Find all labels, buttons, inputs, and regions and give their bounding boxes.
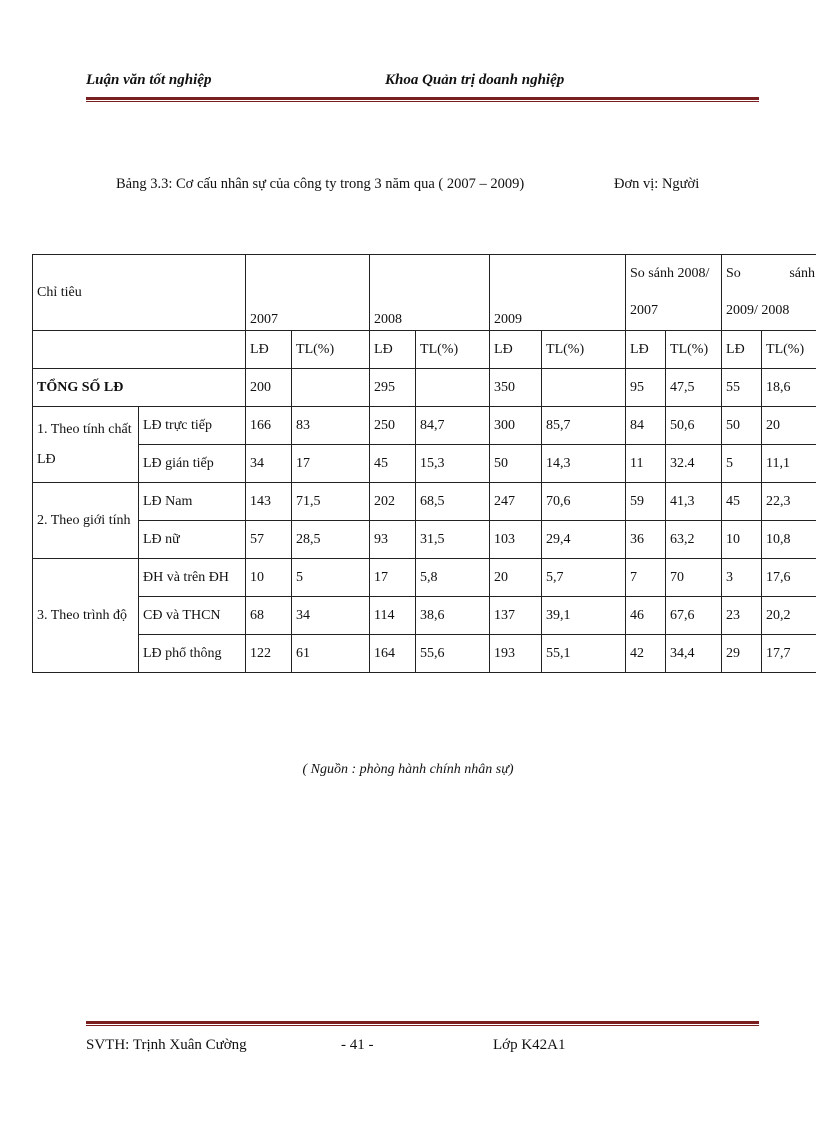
table-row <box>33 597 816 635</box>
compare-label: 2007 <box>630 303 659 319</box>
group-label-line: 1. Theo tính chất <box>37 421 132 437</box>
table-cell: 46 <box>626 597 666 635</box>
table-cell: 17,6 <box>762 559 816 597</box>
row-label: LĐ Nam <box>139 483 246 521</box>
row-label: LĐ nữ <box>139 521 246 559</box>
year-label: 2009 <box>494 312 523 327</box>
header-year-2009 <box>490 255 626 331</box>
table-cell: 10 <box>246 559 292 597</box>
compare-label: sánh <box>789 265 816 281</box>
table-row <box>33 445 816 483</box>
table-cell: 83 <box>292 407 370 445</box>
subheader-tl: TL(%) <box>292 331 370 369</box>
table-cell: 36 <box>626 521 666 559</box>
row-label: LĐ phổ thông <box>139 635 246 673</box>
table-cell: 164 <box>370 635 416 673</box>
table-cell: 166 <box>246 407 292 445</box>
table-row <box>33 635 816 673</box>
table-cell: 122 <box>246 635 292 673</box>
subheader-tl: TL(%) <box>762 331 816 369</box>
footer-student: SVTH: Trịnh Xuân Cường <box>86 1037 247 1053</box>
table-row <box>33 559 816 597</box>
table-cell: 59 <box>626 483 666 521</box>
table-cell: 55 <box>722 369 762 407</box>
total-label: TỔNG SỐ LĐ <box>33 369 246 407</box>
table-cell: 300 <box>490 407 542 445</box>
table-cell: 7 <box>626 559 666 597</box>
subheader-tl: TL(%) <box>416 331 490 369</box>
table-cell: 41,3 <box>666 483 722 521</box>
footer-page-number: - 41 - <box>341 1037 374 1053</box>
header-chitieu-label: Chỉ tiêu <box>37 284 82 300</box>
table-row <box>33 521 816 559</box>
table-cell: 15,3 <box>416 445 490 483</box>
row-label: ĐH và trên ĐH <box>139 559 246 597</box>
table-cell: 202 <box>370 483 416 521</box>
table-cell: 18,6 <box>762 369 816 407</box>
table-cell: 61 <box>292 635 370 673</box>
table-caption: Bảng 3.3: Cơ cấu nhân sự của công ty trong 3 năm qua ( 2007 – 2009) <box>116 176 525 192</box>
table-row-total <box>33 369 816 407</box>
header-rule-thin <box>86 101 759 102</box>
footer-rule <box>86 1021 759 1024</box>
table-cell: 5,8 <box>416 559 490 597</box>
table-cell: 247 <box>490 483 542 521</box>
row-label: LĐ gián tiếp <box>139 445 246 483</box>
table-cell: 50,6 <box>666 407 722 445</box>
table-cell: 68,5 <box>416 483 490 521</box>
table-cell: 17,7 <box>762 635 816 673</box>
table-cell: 85,7 <box>542 407 626 445</box>
subheader-ld: LĐ <box>246 331 292 369</box>
group-label-gender <box>33 483 139 559</box>
table-cell <box>542 369 626 407</box>
table-cell: 137 <box>490 597 542 635</box>
table-cell: 350 <box>490 369 542 407</box>
table-cell <box>292 369 370 407</box>
header-compare-2-top <box>722 255 816 293</box>
table-cell: 34,4 <box>666 635 722 673</box>
table-cell: 63,2 <box>666 521 722 559</box>
staff-structure-table <box>32 254 816 673</box>
table-cell: 93 <box>370 521 416 559</box>
table-cell: 50 <box>490 445 542 483</box>
table-cell: 34 <box>246 445 292 483</box>
group-label-line: LĐ <box>37 451 56 467</box>
group-label-line: 3. Theo trình độ <box>37 607 127 623</box>
row-label: LĐ trực tiếp <box>139 407 246 445</box>
table-cell: 70,6 <box>542 483 626 521</box>
table-cell: 11,1 <box>762 445 816 483</box>
subheader-ld: LĐ <box>370 331 416 369</box>
table-cell: 20 <box>762 407 816 445</box>
table-cell: 71,5 <box>292 483 370 521</box>
table-cell: 38,6 <box>416 597 490 635</box>
header-compare-1-top <box>626 255 722 293</box>
group-label-education <box>33 559 139 673</box>
table-cell: 84,7 <box>416 407 490 445</box>
header-compare-1-bottom <box>626 293 722 331</box>
table-cell: 250 <box>370 407 416 445</box>
table-cell: 14,3 <box>542 445 626 483</box>
table-cell: 45 <box>370 445 416 483</box>
table-cell: 29 <box>722 635 762 673</box>
footer-class: Lớp K42A1 <box>493 1037 566 1053</box>
compare-label: 2009/ 2008 <box>726 303 790 319</box>
table-header-row <box>33 255 816 293</box>
table-row <box>33 407 816 445</box>
table-cell: 193 <box>490 635 542 673</box>
table-cell: 55,1 <box>542 635 626 673</box>
header-thesis-label: Luận văn tốt nghiệp <box>86 72 212 88</box>
table-cell: 70 <box>666 559 722 597</box>
table-cell: 84 <box>626 407 666 445</box>
header-year-2008 <box>370 255 490 331</box>
table-cell: 67,6 <box>666 597 722 635</box>
table-cell: 17 <box>370 559 416 597</box>
header-rule <box>86 97 759 100</box>
table-cell: 5 <box>722 445 762 483</box>
table-cell: 3 <box>722 559 762 597</box>
table-cell: 17 <box>292 445 370 483</box>
group-label-nature <box>33 407 139 483</box>
table-cell: 47,5 <box>666 369 722 407</box>
table-cell: 103 <box>490 521 542 559</box>
header-chitieu <box>33 255 246 331</box>
year-label: 2008 <box>374 312 403 327</box>
table-cell: 50 <box>722 407 762 445</box>
table-cell: 10 <box>722 521 762 559</box>
table-cell: 39,1 <box>542 597 626 635</box>
compare-label: So <box>726 265 741 281</box>
header-faculty-label: Khoa Quản trị doanh nghiệp <box>385 72 565 88</box>
table-cell: 31,5 <box>416 521 490 559</box>
table-cell: 68 <box>246 597 292 635</box>
table-cell: 95 <box>626 369 666 407</box>
table-cell: 22,3 <box>762 483 816 521</box>
subheader-ld: LĐ <box>626 331 666 369</box>
table-cell: 34 <box>292 597 370 635</box>
table-cell: 10,8 <box>762 521 816 559</box>
table-subheader-row <box>33 331 816 369</box>
subheader-ld: LĐ <box>490 331 542 369</box>
table-cell: 45 <box>722 483 762 521</box>
table-cell: 29,4 <box>542 521 626 559</box>
row-label: CĐ và THCN <box>139 597 246 635</box>
table-source-note: ( Nguồn : phòng hành chính nhân sự) <box>302 762 514 777</box>
table-cell: 200 <box>246 369 292 407</box>
table-cell: 28,5 <box>292 521 370 559</box>
compare-label: So sánh 2008/ <box>630 265 710 281</box>
table-cell <box>416 369 490 407</box>
subheader-ld: LĐ <box>722 331 762 369</box>
subheader-empty <box>33 331 246 369</box>
table-cell: 5 <box>292 559 370 597</box>
table-cell: 20,2 <box>762 597 816 635</box>
subheader-tl: TL(%) <box>666 331 722 369</box>
table-cell: 143 <box>246 483 292 521</box>
group-label-line: 2. Theo giới tính <box>37 512 131 528</box>
table-cell: 11 <box>626 445 666 483</box>
table-cell: 23 <box>722 597 762 635</box>
year-label: 2007 <box>250 312 279 327</box>
table-cell: 55,6 <box>416 635 490 673</box>
table-cell: 295 <box>370 369 416 407</box>
table-cell: 20 <box>490 559 542 597</box>
table-cell: 57 <box>246 521 292 559</box>
table-unit: Đơn vị: Người <box>614 176 700 192</box>
table-cell: 32.4 <box>666 445 722 483</box>
table-cell: 5,7 <box>542 559 626 597</box>
table-cell: 42 <box>626 635 666 673</box>
header-year-2007 <box>246 255 370 331</box>
footer-rule-thin <box>86 1025 759 1026</box>
subheader-tl: TL(%) <box>542 331 626 369</box>
table-cell: 114 <box>370 597 416 635</box>
header-compare-2-bottom <box>722 293 816 331</box>
table-row <box>33 483 816 521</box>
